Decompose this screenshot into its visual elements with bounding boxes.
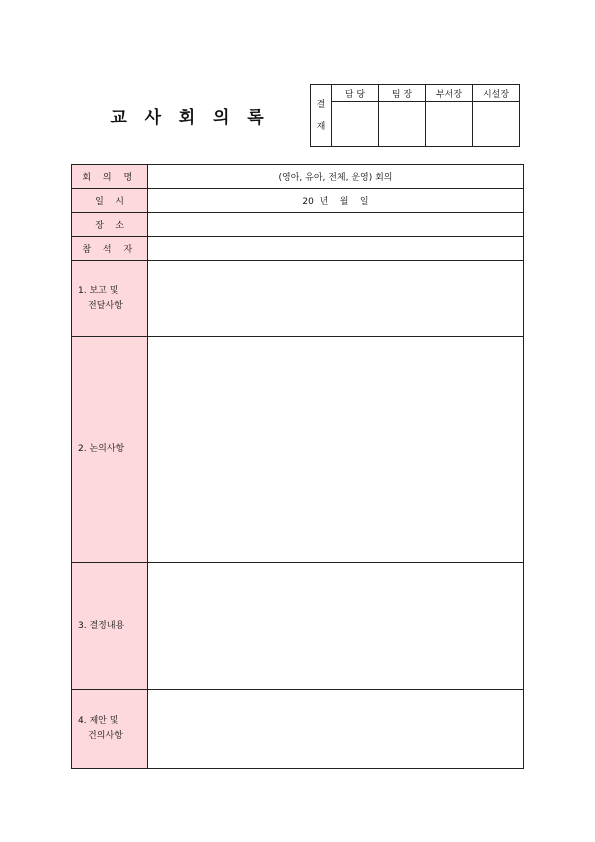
approval-signature-team-lead[interactable] [379, 102, 426, 147]
report-field[interactable] [148, 261, 524, 337]
approval-signature-manager[interactable] [332, 102, 379, 147]
approval-side-label-1: 결 [316, 99, 326, 110]
report-label-line1: 1. 보고 및 [78, 285, 119, 296]
decision-label [72, 563, 148, 690]
discussion-label [72, 337, 148, 563]
approval-signature-director[interactable] [473, 102, 520, 147]
report-label-line2: 전달사항 [88, 300, 123, 311]
approval-header-manager: 담 당 [332, 85, 379, 102]
place-label: 장 소 [72, 213, 148, 237]
meeting-name-label: 회 의 명 [72, 165, 148, 189]
approval-side-label [311, 85, 332, 147]
proposal-field[interactable] [148, 690, 524, 769]
approval-signature-dept-head[interactable] [426, 102, 473, 147]
place-field[interactable] [148, 213, 524, 237]
datetime-field[interactable]: 20 년 월 일 [148, 189, 524, 213]
approval-header-director: 시설장 [473, 85, 520, 102]
page-title: 교 사 회 의 록 [110, 108, 270, 128]
meeting-name-field[interactable]: (영아, 유아, 전체, 운영) 회의 [148, 165, 524, 189]
discussion-field[interactable] [148, 337, 524, 563]
proposal-label-line2: 건의사항 [88, 731, 123, 741]
approval-header-team-lead: 팀 장 [379, 85, 426, 102]
discussion-label-text: 2. 논의사항 [78, 444, 125, 454]
attendees-label: 참 석 자 [72, 237, 148, 261]
proposal-label-line1: 4. 제안 및 [78, 716, 119, 726]
meeting-form [71, 164, 524, 769]
proposal-label [72, 690, 148, 769]
decision-label-text: 3. 결정내용 [78, 620, 125, 631]
approval-header-dept-head: 부서장 [426, 85, 473, 102]
approval-box [310, 84, 520, 147]
decision-field[interactable] [148, 563, 524, 690]
approval-side-label-2: 재 [316, 121, 326, 132]
attendees-field[interactable] [148, 237, 524, 261]
datetime-label: 일 시 [72, 189, 148, 213]
report-label [72, 261, 148, 337]
